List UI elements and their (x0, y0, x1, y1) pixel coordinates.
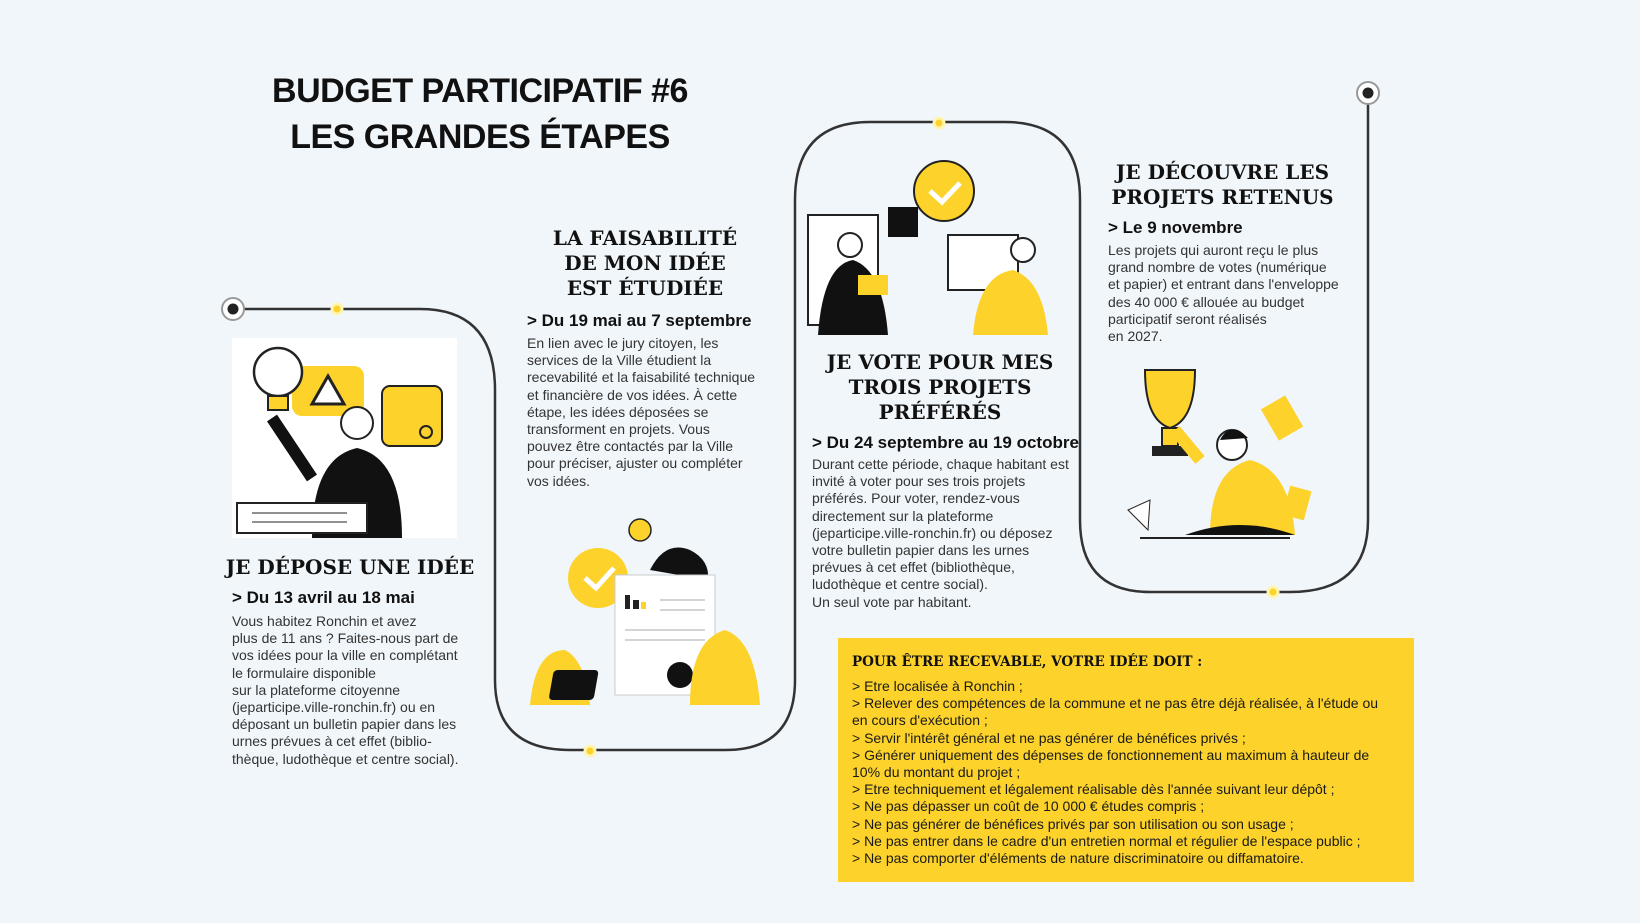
step3-text (812, 456, 1077, 611)
text-line: prévues à cet effet (bibliothèque, (812, 559, 1015, 576)
text-line: Vous habitez Ronchin et avez (232, 613, 417, 629)
heading-line: JE DÉCOUVRE LES (1115, 160, 1330, 184)
text-line: étape, les idées déposées se (527, 403, 709, 420)
idea-illustration (232, 338, 457, 538)
heading-line: TROIS PROJETS (848, 375, 1032, 399)
title-line2: LES GRANDES ÉTAPES (290, 118, 670, 156)
text-line: participatif seront réalisés (1108, 310, 1267, 327)
criteria-item: > Etre localisée à Ronchin ; (852, 678, 1023, 694)
step1-heading: JE DÉPOSE UNE IDÉE (225, 555, 475, 579)
heading-line: LA FAISABILITÉ (552, 226, 738, 250)
text-line: Les projets qui auront reçu le plus (1108, 242, 1319, 258)
criteria-item: en cours d'exécution ; (852, 712, 988, 729)
text-line: transforment en projets. Vous (527, 421, 710, 438)
heading-line: PRÉFÉRÉS (878, 400, 1002, 424)
criteria-item: 10% du montant du projet ; (852, 764, 1021, 781)
trophy-illustration (1120, 360, 1340, 560)
criteria-item: > Servir l'intérêt général et ne pas générer de bénéfices privés ; (852, 729, 1246, 746)
text-line: (jeparticipe.ville-ronchin.fr) ou déposez (812, 524, 1053, 541)
heading-line: JE VOTE POUR MES (826, 350, 1054, 374)
text-line: vos idées pour la ville en complétant (232, 647, 458, 664)
text-line: services de la Ville étudient la (527, 352, 712, 369)
criteria-item: > Ne pas comporter d'éléments de nature discriminatoire ou diffamatoire. (852, 850, 1304, 867)
page-title (230, 68, 730, 160)
trophy-icon (1145, 370, 1195, 428)
text-line: des 40 000 € allouée au budget (1108, 293, 1305, 310)
step1-date: > Du 13 avril au 18 mai (232, 588, 415, 607)
text-line: et financière de vos idées. À cette (527, 386, 738, 403)
criteria-list (852, 678, 1400, 867)
text-line: et papier) et entrant dans l'enveloppe (1108, 276, 1339, 293)
text-line: pour préciser, ajuster ou compléter (527, 455, 743, 472)
step2-heading (520, 226, 770, 301)
text-line: thèque, ludothèque et centre social). (232, 750, 459, 767)
step3-heading (810, 350, 1070, 425)
criteria-box (838, 638, 1414, 882)
criteria-item: > Ne pas générer de bénéfices privés par son utilisation ou son usage ; (852, 815, 1294, 832)
text-line: en 2027. (1108, 328, 1163, 345)
step2-date: > Du 19 mai au 7 septembre (527, 311, 752, 330)
heading-line: DE MON IDÉE (564, 251, 726, 275)
step4-heading (1095, 160, 1350, 210)
vote-illustration (798, 155, 1078, 335)
text-line: recevabilité et la faisabilité technique (527, 369, 756, 386)
text-line: déposant un bulletin papier dans les (232, 716, 457, 733)
criteria-title: POUR ÊTRE RECEVABLE, VOTRE IDÉE DOIT : (852, 654, 1203, 670)
text-line: (jeparticipe.ville-ronchin.fr) ou en (232, 699, 436, 716)
criteria-item: > Etre techniquement et légalement réalisable dès l'année suivant leur dépôt ; (852, 781, 1335, 798)
text-line: directement sur la plateforme (812, 507, 994, 524)
step2-text (527, 335, 777, 490)
text-line: Un seul vote par habitant. (812, 593, 972, 610)
checkmark-icon (914, 161, 974, 221)
text-line: ludothèque et centre social). (812, 576, 988, 593)
text-line: urnes prévues à cet effet (biblio- (232, 733, 432, 750)
step4-date: > Le 9 novembre (1108, 218, 1243, 237)
heading-line: EST ÉTUDIÉE (566, 276, 724, 300)
text-line: invité à voter pour ses trois projets (812, 473, 1026, 490)
text-line: Durant cette période, chaque habitant est (812, 456, 1069, 472)
text-line: votre bulletin papier dans les urnes (812, 542, 1030, 559)
heading-line: PROJETS RETENUS (1111, 185, 1334, 209)
text-line: En lien avec le jury citoyen, les (527, 335, 719, 351)
text-line: plus de 11 ans ? Faites-nous part de (232, 630, 459, 647)
criteria-item: > Ne pas entrer dans le cadre d'un entretien normal et régulier de l'espace public ; (852, 832, 1361, 849)
text-line: pouvez être contactés par la Ville (527, 438, 733, 455)
criteria-item: > Ne pas dépasser un coût de 10 000 € études compris ; (852, 798, 1205, 815)
criteria-item: > Générer uniquement des dépenses de fonctionnement au maximum à hauteur de (852, 746, 1370, 763)
step3-date: > Du 24 septembre au 19 octobre (812, 433, 1079, 452)
lightbulb-icon (254, 348, 302, 396)
title-line1: BUDGET PARTICIPATIF #6 (272, 72, 688, 110)
step4-text (1108, 242, 1353, 345)
text-line: vos idées. (527, 472, 591, 489)
step1-text (232, 613, 482, 768)
text-line: sur la plateforme citoyenne (232, 681, 401, 698)
text-line: grand nombre de votes (numérique (1108, 259, 1327, 276)
text-line: le formulaire disponible (232, 664, 376, 681)
feasibility-illustration (530, 510, 765, 710)
criteria-item: > Relever des compétences de la commune et ne pas être déjà réalisée, à l'étude ou (852, 695, 1379, 712)
text-line: préférés. Pour voter, rendez-vous (812, 490, 1020, 507)
